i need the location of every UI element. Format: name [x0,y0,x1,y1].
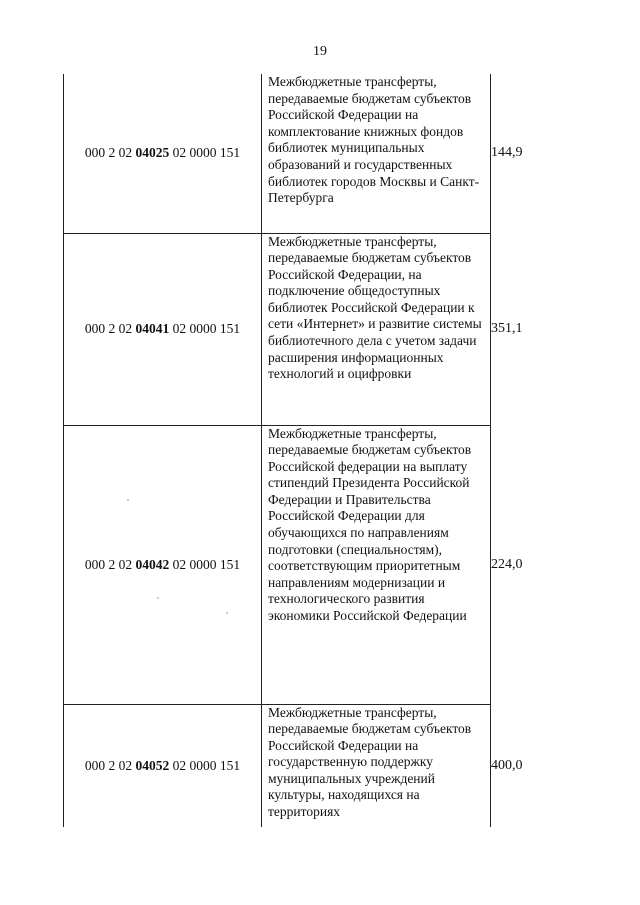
scan-speck [226,612,228,614]
table-row: 000 2 02 04052 02 0000 151 Межбюджетные трансферты, передаваемые бюджетам субъектов Российской Федерации на государственную поддержку муниципальных учреждений культуры, находящихся на территориях 400,0 [64,704,491,827]
transfer-description: Межбюджетные трансферты, передаваемые бюджетам субъектов Российской Федерации на комплектование книжных фондов библиотек муниципальных образований и государственных библиотек городов Москвы и Санкт-Петербурга [262,74,491,233]
budget-code: 000 2 02 04025 02 0000 151 [64,74,262,233]
page-number: 19 [313,44,327,59]
budget-code: 000 2 02 04042 02 0000 151 [64,425,262,704]
scan-speck [127,499,129,501]
budget-code: 000 2 02 04041 02 0000 151 [64,233,262,425]
transfer-description: Межбюджетные трансферты, передаваемые бюджетам субъектов Российской Федерации на государственную поддержку муниципальных учреждений культуры, находящихся на территориях [262,704,491,827]
budget-code: 000 2 02 04052 02 0000 151 [64,704,262,827]
transfer-description: Межбюджетные трансферты, передаваемые бюджетам субъектов Российской федерации на выплату стипендий Президента Российской Федерации и Правительства Российской Федерации для обучающихся по направлениям подготовки (специальностям), соответствующим приоритетным направлениям модернизации и технологического развития экономики Российской Федерации [262,425,491,704]
budget-transfers-table [63,74,523,827]
table-row: 000 2 02 04042 02 0000 151 Межбюджетные трансферты, передаваемые бюджетам субъектов Российской федерации на выплату стипендий Президента Российской Федерации и Правительства Российской Федерации для обучающихся по направлениям подготовки (специальностям), соответствующим приоритетным направлениям модернизации и технологического развития экономики Российской Федерации 224,0 [64,425,491,704]
transfer-description: Межбюджетные трансферты, передаваемые бюджетам субъектов Российской Федерации, на подключение общедоступных библиотек Российской Федерации к сети «Интернет» и развитие системы библиотечного дела с учетом задачи расширения информационных технологий и оцифровки [262,233,491,425]
table-row: 000 2 02 04041 02 0000 151 Межбюджетные трансферты, передаваемые бюджетам субъектов Российской Федерации, на подключение общедоступных библиотек Российской Федерации к сети «Интернет» и развитие системы библиотечного дела с учетом задачи расширения информационных технологий и оцифровки 351,1 [64,233,491,425]
table-row: 000 2 02 04025 02 0000 151 Межбюджетные трансферты, передаваемые бюджетам субъектов Российской Федерации на комплектование книжных фондов библиотек муниципальных образований и государственных библиотек городов Москвы и Санкт-Петербурга 144,9 [64,74,491,233]
scan-speck [157,597,159,599]
